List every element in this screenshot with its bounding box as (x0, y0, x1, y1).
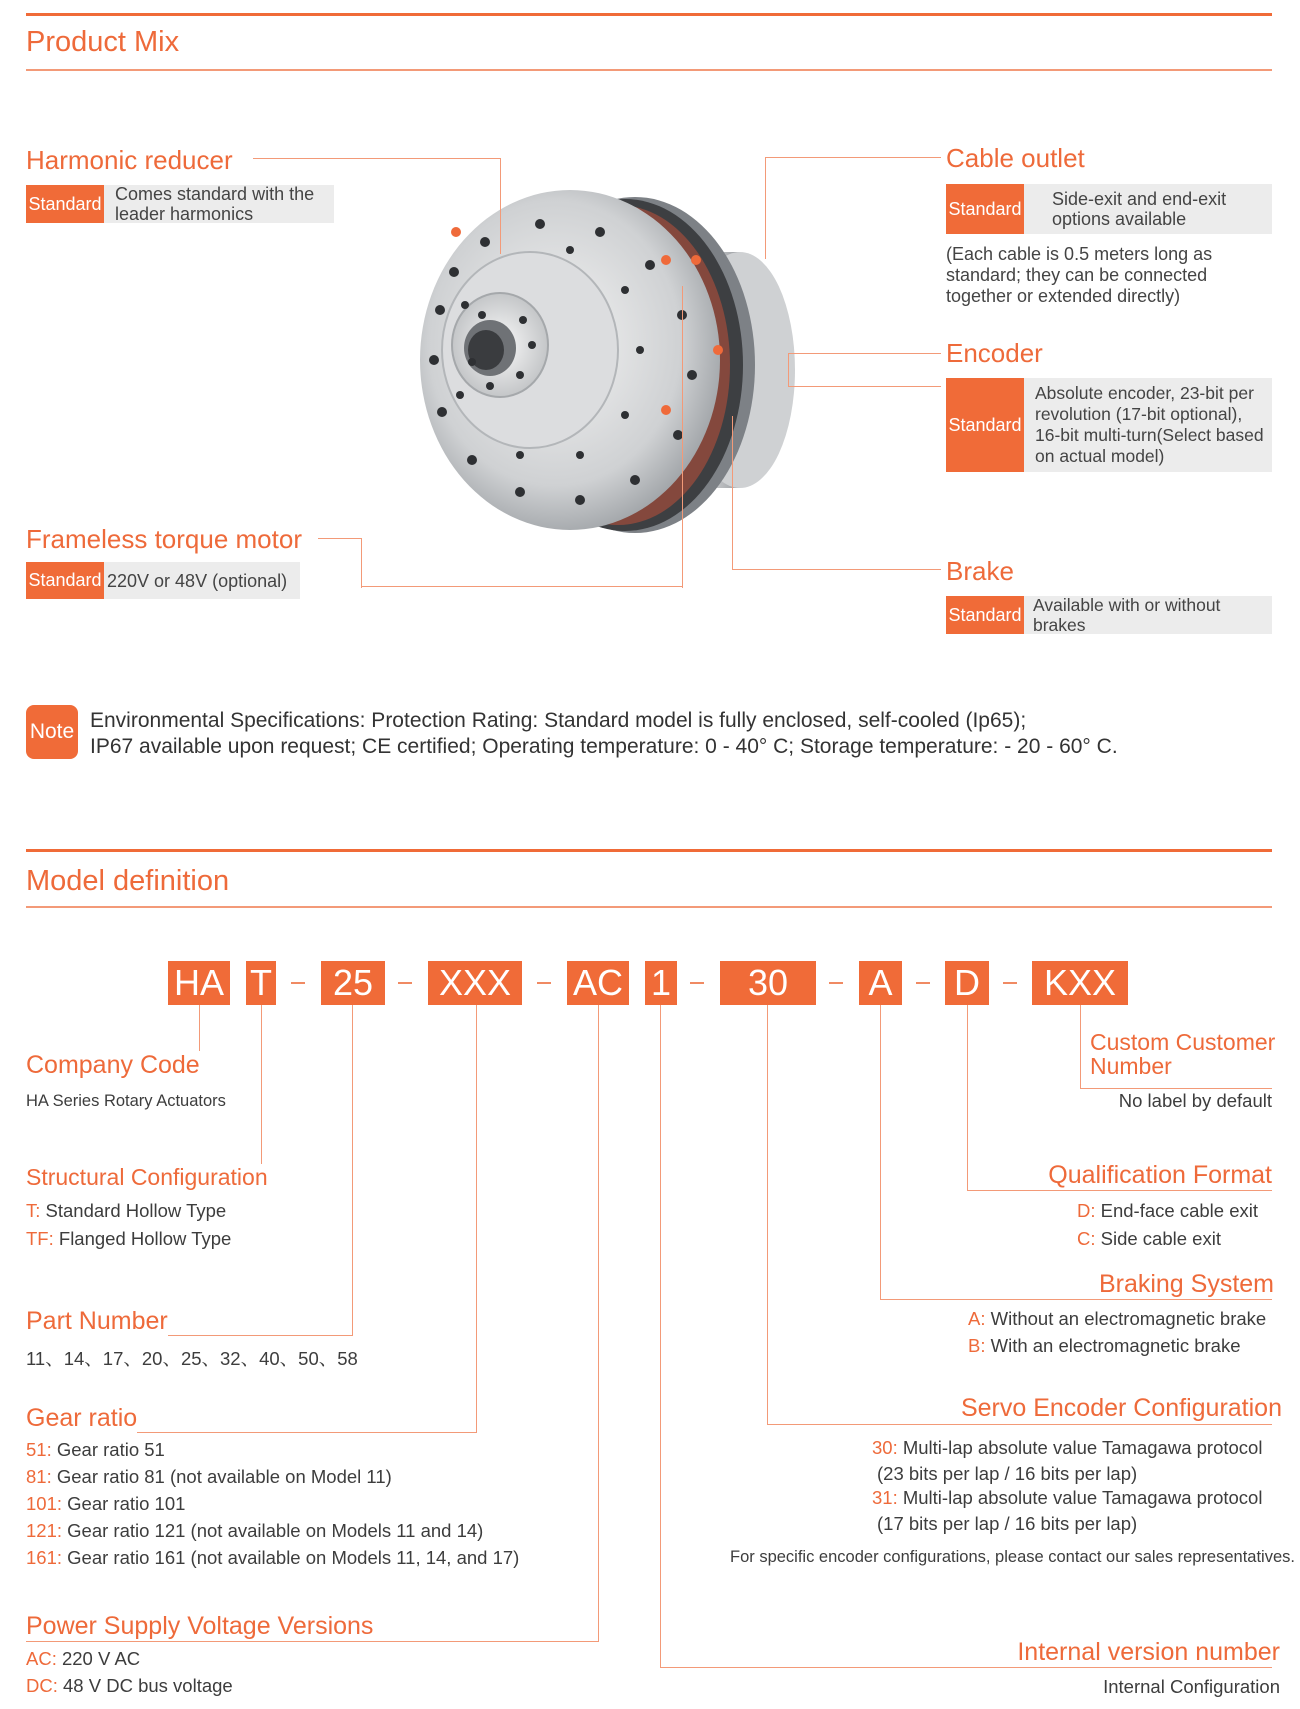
model-definition-rule (26, 906, 1272, 908)
gear-item-81: 81: Gear ratio 81 (not available on Model 11) (26, 1466, 392, 1487)
product-mix-rule (26, 69, 1272, 71)
gear-item-161: 161: Gear ratio 161 (not available on Models 11, 14, and 17) (26, 1547, 520, 1568)
structural-item-tf: TF: Flanged Hollow Type (26, 1228, 232, 1249)
encoder-desc: Absolute encoder, 23-bit per revolution (17-bit optional), 16-bit multi-turn(Select based on actual model) (1024, 378, 1272, 472)
servo-item-30-detail: (23 bits per lap / 16 bits per lap) (877, 1463, 1138, 1484)
product-mix-title: Product Mix (26, 26, 180, 58)
note-line-2: IP67 available upon request; CE certified; Operating temperature: 0 - 40° C; Storage temperature: - 20 - 60° C. (90, 735, 1118, 758)
code-25: 25 (321, 961, 385, 1005)
braking-item-a: A: Without an electromagnetic brake (968, 1308, 1267, 1329)
top-rule (26, 13, 1272, 16)
qualification-item-d: D: End-face cable exit (1077, 1200, 1258, 1221)
servo-footer: For specific encoder configurations, please contact our sales representatives. (730, 1548, 1295, 1566)
code-ha: HA (168, 961, 230, 1005)
power-item-ac: AC: 220 V AC (26, 1648, 141, 1669)
servo-title: Servo Encoder Configuration (960, 1394, 1282, 1422)
note-badge: Note (26, 705, 78, 759)
gear-item-51: 51: Gear ratio 51 (26, 1439, 165, 1460)
brake-desc: Available with or without brakes (1024, 596, 1272, 634)
company-code-title: Company Code (26, 1051, 200, 1079)
model-top-rule (26, 849, 1272, 852)
encoder-standard-badge: Standard (946, 378, 1024, 472)
cable-note: (Each cable is 0.5 meters long as standard; they can be connected together or extended directly) (946, 244, 1213, 306)
code-dash-1 (291, 982, 305, 984)
part-number-desc: 11、14、17、20、25、32、40、50、58 (26, 1348, 358, 1369)
brake-standard-badge: Standard (946, 596, 1024, 634)
braking-title: Braking System (1098, 1270, 1274, 1298)
motor-connector-a (318, 538, 362, 588)
encoder-title: Encoder (946, 338, 1043, 368)
cable-outlet-title: Cable outlet (946, 143, 1085, 173)
model-definition-title: Model definition (26, 865, 230, 897)
code-t: T (246, 961, 276, 1005)
code-dash-6 (916, 982, 930, 984)
internal-version-desc: Internal Configuration (1103, 1676, 1280, 1697)
gear-item-101: 101: Gear ratio 101 (26, 1493, 186, 1514)
code-dash-4 (690, 982, 704, 984)
custom-title (1090, 1030, 1275, 1078)
encoder-connector (788, 353, 941, 387)
servo-item-30: 30: Multi-lap absolute value Tamagawa protocol (872, 1437, 1263, 1458)
custom-title-line-2: Number (1090, 1053, 1172, 1079)
cable-connector (765, 157, 941, 259)
code-ac: AC (567, 961, 629, 1005)
code-a: A (859, 961, 902, 1005)
code-1: 1 (645, 961, 677, 1005)
motor-title: Frameless torque motor (26, 524, 302, 554)
custom-desc: No label by default (1118, 1090, 1272, 1111)
code-30: 30 (720, 961, 816, 1005)
code-kxx: KXX (1032, 961, 1128, 1005)
gear-ratio-title: Gear ratio (26, 1404, 138, 1432)
motor-standard-badge: Standard (26, 562, 104, 599)
code-dash-3 (537, 982, 551, 984)
servo-item-31: 31: Multi-lap absolute value Tamagawa protocol (872, 1487, 1263, 1508)
power-title: Power Supply Voltage Versions (26, 1612, 374, 1640)
structural-item-t: T: Standard Hollow Type (26, 1200, 227, 1221)
brake-title: Brake (946, 556, 1014, 586)
qualification-title: Qualification Format (1048, 1161, 1272, 1189)
code-dash-2 (398, 982, 412, 984)
cable-desc: Side-exit and end-exit options available (1024, 184, 1272, 234)
harmonic-reducer-title: Harmonic reducer (26, 145, 233, 175)
motor-connector-b (361, 586, 683, 588)
company-code-desc: HA Series Rotary Actuators (26, 1092, 226, 1110)
power-item-dc: DC: 48 V DC bus voltage (26, 1675, 233, 1696)
motor-desc: 220V or 48V (optional) (104, 562, 300, 599)
code-dash-5 (829, 982, 843, 984)
code-xxx: XXX (428, 961, 522, 1005)
brake-connector (732, 416, 941, 570)
gear-item-121: 121: Gear ratio 121 (not available on Models 11 and 14) (26, 1520, 484, 1541)
part-number-title: Part Number (26, 1307, 168, 1335)
custom-title-line-1: Custom Customer (1090, 1029, 1276, 1055)
structural-title: Structural Configuration (26, 1164, 268, 1190)
braking-item-b: B: With an electromagnetic brake (968, 1335, 1241, 1356)
code-dash-7 (1003, 982, 1017, 984)
qualification-item-c: C: Side cable exit (1077, 1228, 1221, 1249)
servo-item-31-detail: (17 bits per lap / 16 bits per lap) (877, 1513, 1138, 1534)
code-d: D (945, 961, 989, 1005)
harmonic-desc: Comes standard with the leader harmonics (104, 185, 334, 223)
cable-standard-badge: Standard (946, 184, 1024, 234)
note-line-1: Environmental Specifications: Protection Rating: Standard model is fully enclosed, self-cooled (Ip65); (90, 709, 1027, 732)
motor-connector-c (682, 286, 684, 588)
internal-version-title: Internal version number (1017, 1638, 1280, 1666)
harmonic-standard-badge: Standard (26, 185, 104, 223)
